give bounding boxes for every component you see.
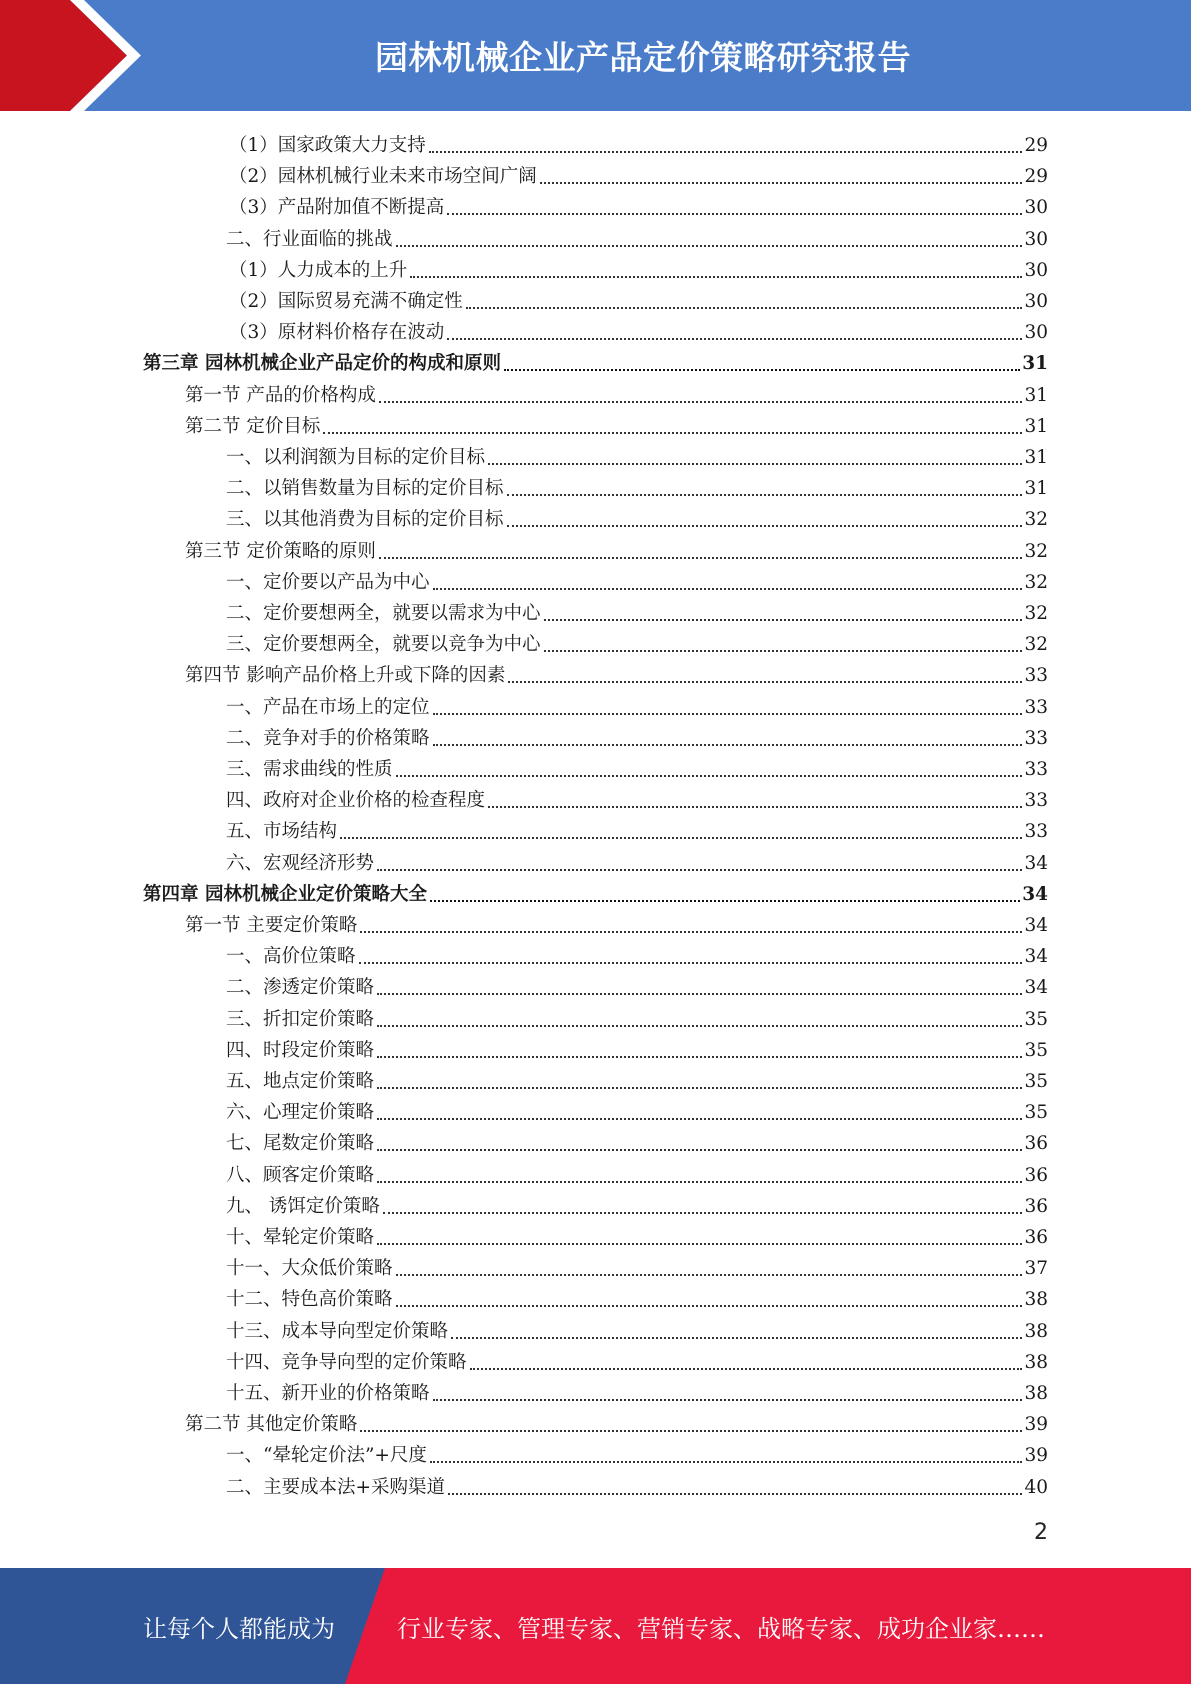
- toc-entry-page: 33: [1024, 665, 1048, 686]
- toc-leader-dots: [360, 1427, 1022, 1432]
- toc-leader-dots: [377, 1178, 1022, 1183]
- toc-entry-page: 36: [1024, 1227, 1048, 1248]
- toc-entry-page: 34: [1022, 884, 1048, 905]
- toc-entry-page: 31: [1024, 478, 1048, 499]
- toc-entry-page: 29: [1024, 166, 1048, 187]
- toc-leader-dots: [377, 1115, 1022, 1120]
- toc-entry-title: 十五、新开业的价格策略: [226, 1383, 430, 1404]
- toc-leader-dots: [377, 990, 1022, 995]
- toc-entry: [226, 720, 1048, 751]
- toc-entry: [226, 782, 1048, 813]
- toc-entry: [226, 1157, 1048, 1188]
- toc-entry-page: 33: [1024, 821, 1048, 842]
- toc-entry-page: 33: [1024, 697, 1048, 718]
- toc-entry: [229, 127, 1048, 158]
- toc-leader-dots: [470, 1365, 1023, 1370]
- toc-entry: [226, 1344, 1048, 1375]
- toc-entry: [226, 221, 1048, 252]
- toc-leader-dots: [448, 1490, 1022, 1495]
- toc-entry: [226, 1469, 1048, 1500]
- toc-entry-title: （3）产品附加值不断提高: [229, 197, 445, 218]
- toc-entry: [185, 533, 1048, 564]
- toc-entry-page: 30: [1024, 322, 1048, 343]
- toc-entry-page: 31: [1024, 385, 1048, 406]
- toc-entry: [226, 564, 1048, 595]
- toc-entry: [226, 1188, 1048, 1219]
- toc-entry-page: 33: [1024, 790, 1048, 811]
- toc-entry-page: 40: [1024, 1477, 1048, 1498]
- toc-leader-dots: [544, 647, 1023, 652]
- toc-entry-page: 38: [1024, 1289, 1048, 1310]
- toc-entry-page: 38: [1024, 1383, 1048, 1404]
- toc-entry-page: 30: [1024, 291, 1048, 312]
- toc-leader-dots: [430, 897, 1020, 902]
- toc-entry-title: 十、晕轮定价策略: [226, 1227, 375, 1248]
- toc-entry-title: 一、以利润额为目标的定价目标: [226, 447, 486, 468]
- toc-leader-dots: [540, 179, 1023, 184]
- toc-leader-dots: [447, 210, 1022, 215]
- toc-entry: [226, 1125, 1048, 1156]
- toc-entry-title: 五、市场结构: [226, 821, 338, 842]
- toc-leader-dots: [410, 273, 1022, 278]
- toc-entry: [226, 1219, 1048, 1250]
- toc-entry-page: 32: [1024, 572, 1048, 593]
- toc-entry-title: 第三章 园林机械企业产品定价的构成和原则: [143, 353, 501, 374]
- toc-leader-dots: [383, 1209, 1023, 1214]
- toc-entry-title: 二、行业面临的挑战: [226, 229, 393, 250]
- toc-entry-page: 36: [1024, 1196, 1048, 1217]
- toc-entry-page: 30: [1024, 197, 1048, 218]
- toc-leader-dots: [508, 678, 1022, 683]
- toc-entry-title: 六、宏观经济形势: [226, 853, 375, 874]
- page-number: 2: [1034, 1520, 1048, 1545]
- toc-entry-page: 37: [1024, 1258, 1048, 1279]
- toc-entry-page: 31: [1024, 416, 1048, 437]
- toc-entry-title: 第二节 其他定价策略: [185, 1414, 358, 1435]
- toc-entry: [185, 657, 1048, 688]
- toc-entry-page: 33: [1024, 728, 1048, 749]
- toc-leader-dots: [396, 1302, 1023, 1307]
- toc-entry-title: （1）人力成本的上升: [229, 260, 408, 281]
- toc-leader-dots: [488, 460, 1022, 465]
- toc-leader-dots: [377, 1022, 1022, 1027]
- toc-entry-title: 第一节 产品的价格构成: [185, 385, 376, 406]
- toc-entry-title: 第二节 定价目标: [185, 416, 321, 437]
- toc-leader-dots: [507, 522, 1023, 527]
- toc-entry: [229, 314, 1048, 345]
- toc-leader-dots: [447, 335, 1022, 340]
- toc-leader-dots: [466, 304, 1023, 309]
- toc-entry-page: 34: [1024, 977, 1048, 998]
- toc-entry: [226, 1032, 1048, 1063]
- toc-entry-page: 36: [1024, 1165, 1048, 1186]
- toc-entry-title: 第四节 影响产品价格上升或下降的因素: [185, 665, 506, 686]
- document-title: 园林机械企业产品定价策略研究报告: [375, 38, 911, 77]
- toc-entry-title: （2）国际贸易充满不确定性: [229, 291, 463, 312]
- toc-leader-dots: [504, 366, 1020, 371]
- toc-entry: [226, 1094, 1048, 1125]
- toc-entry-title: 三、需求曲线的性质: [226, 759, 393, 780]
- toc-entry: [229, 158, 1048, 189]
- toc-entry-page: 39: [1024, 1445, 1048, 1466]
- toc-entry-page: 32: [1024, 509, 1048, 530]
- toc-entry: [226, 689, 1048, 720]
- toc-entry-page: 30: [1024, 229, 1048, 250]
- toc-leader-dots: [433, 741, 1023, 746]
- toc-entry: [226, 1281, 1048, 1312]
- toc-chapter-entry: [143, 876, 1048, 907]
- toc-entry: [185, 377, 1048, 408]
- toc-entry: [226, 439, 1048, 470]
- toc-entry-page: 34: [1024, 853, 1048, 874]
- toc-entry: [226, 595, 1048, 626]
- toc-entry-title: 十二、特色高价策略: [226, 1289, 393, 1310]
- toc-entry-title: 第一节 主要定价策略: [185, 915, 358, 936]
- toc-entry: [226, 501, 1048, 532]
- toc-entry: [226, 1437, 1048, 1468]
- toc-entry-page: 35: [1024, 1102, 1048, 1123]
- toc-entry: [226, 813, 1048, 844]
- toc-entry-title: 第四章 园林机械企业定价策略大全: [143, 884, 427, 905]
- toc-entry-title: 三、以其他消费为目标的定价目标: [226, 509, 504, 530]
- toc-entry-title: 十一、大众低价策略: [226, 1258, 393, 1279]
- toc-entry: [226, 1313, 1048, 1344]
- toc-entry: [226, 845, 1048, 876]
- toc-leader-dots: [360, 928, 1022, 933]
- toc-leader-dots: [451, 1334, 1022, 1339]
- toc-entry: [226, 626, 1048, 657]
- toc-entry-page: 35: [1024, 1040, 1048, 1061]
- toc-entry-title: 五、地点定价策略: [226, 1071, 375, 1092]
- toc-entry-title: （3）原材料价格存在波动: [229, 322, 445, 343]
- footer-roles: 行业专家、管理专家、营销专家、战略专家、成功企业家……: [397, 1614, 1045, 1643]
- toc-entry-title: 二、定价要想两全，就要以需求为中心: [226, 603, 541, 624]
- toc-entry-page: 39: [1024, 1414, 1048, 1435]
- footer-banner: [0, 1568, 1191, 1684]
- toc-leader-dots: [377, 1084, 1022, 1089]
- toc-entry-title: （2）园林机械行业未来市场空间广阔: [229, 166, 537, 187]
- toc-leader-dots: [544, 616, 1023, 621]
- toc-leader-dots: [359, 959, 1023, 964]
- toc-leader-dots: [379, 398, 1023, 403]
- toc-entry: [226, 969, 1048, 1000]
- toc-entry-title: 二、渗透定价策略: [226, 977, 375, 998]
- toc-entry-page: 31: [1024, 447, 1048, 468]
- toc-entry-title: 第三节 定价策略的原则: [185, 541, 376, 562]
- toc-entry: [229, 189, 1048, 220]
- toc-entry-title: 三、定价要想两全，就要以竞争为中心: [226, 634, 541, 655]
- toc-entry: [226, 1375, 1048, 1406]
- toc-entry: [226, 1250, 1048, 1281]
- toc-entry-page: 32: [1024, 541, 1048, 562]
- toc-leader-dots: [429, 148, 1023, 153]
- toc-chapter-entry: [143, 345, 1048, 376]
- toc-leader-dots: [396, 1271, 1023, 1276]
- toc-leader-dots: [430, 1458, 1023, 1463]
- toc-entry: [226, 470, 1048, 501]
- toc-entry-page: 30: [1024, 260, 1048, 281]
- toc-leader-dots: [433, 1396, 1023, 1401]
- toc-entry: [226, 751, 1048, 782]
- toc-leader-dots: [396, 242, 1023, 247]
- toc-entry: [229, 252, 1048, 283]
- toc-entry-title: 十四、竞争导向型的定价策略: [226, 1352, 467, 1373]
- toc-entry-page: 35: [1024, 1071, 1048, 1092]
- toc-entry-title: 二、竞争对手的价格策略: [226, 728, 430, 749]
- toc-entry-page: 34: [1024, 915, 1048, 936]
- toc-entry-title: 八、顾客定价策略: [226, 1165, 375, 1186]
- toc-entry-page: 34: [1024, 946, 1048, 967]
- toc-entry-page: 38: [1024, 1352, 1048, 1373]
- toc-entry: [226, 1001, 1048, 1032]
- toc-leader-dots: [379, 554, 1023, 559]
- toc-entry-title: （1）国家政策大力支持: [229, 135, 426, 156]
- toc-leader-dots: [377, 1146, 1022, 1151]
- toc-leader-dots: [433, 710, 1023, 715]
- toc-leader-dots: [396, 772, 1023, 777]
- toc-leader-dots: [507, 491, 1023, 496]
- toc-entry-title: 二、以销售数量为目标的定价目标: [226, 478, 504, 499]
- toc-entry-title: 九、 诱饵定价策略: [226, 1196, 380, 1217]
- toc-entry-title: 一、产品在市场上的定位: [226, 697, 430, 718]
- toc-leader-dots: [377, 866, 1022, 871]
- toc-entry-page: 35: [1024, 1009, 1048, 1030]
- toc-leader-dots: [340, 834, 1022, 839]
- toc-leader-dots: [377, 1053, 1022, 1058]
- toc-entry-page: 29: [1024, 135, 1048, 156]
- toc-entry: [185, 907, 1048, 938]
- toc-leader-dots: [433, 585, 1023, 590]
- toc-entry-title: 一、“晕轮定价法”+尺度: [226, 1445, 427, 1466]
- toc-entry-page: 36: [1024, 1133, 1048, 1154]
- toc-entry-title: 六、心理定价策略: [226, 1102, 375, 1123]
- toc-entry: [226, 938, 1048, 969]
- toc-entry-title: 三、折扣定价策略: [226, 1009, 375, 1030]
- toc-entry: [229, 283, 1048, 314]
- toc-entry-title: 七、尾数定价策略: [226, 1133, 375, 1154]
- toc-entry-page: 32: [1024, 634, 1048, 655]
- header-banner: [0, 0, 1191, 111]
- toc-entry-title: 四、政府对企业价格的检查程度: [226, 790, 486, 811]
- toc-entry-title: 二、主要成本法+采购渠道: [226, 1477, 446, 1498]
- toc-entry-title: 十三、成本导向型定价策略: [226, 1321, 449, 1342]
- toc-entry: [226, 1063, 1048, 1094]
- toc-entry: [185, 408, 1048, 439]
- toc-leader-dots: [377, 1240, 1022, 1245]
- toc-entry-title: 一、定价要以产品为中心: [226, 572, 430, 593]
- toc-entry-page: 33: [1024, 759, 1048, 780]
- toc-leader-dots: [323, 429, 1022, 434]
- toc-entry-page: 38: [1024, 1321, 1048, 1342]
- footer-slogan: 让每个人都能成为: [143, 1614, 335, 1643]
- toc-entry-page: 32: [1024, 603, 1048, 624]
- toc-leader-dots: [488, 803, 1022, 808]
- toc-entry-title: 四、时段定价策略: [226, 1040, 375, 1061]
- toc-entry-page: 31: [1022, 353, 1048, 374]
- toc-entry-title: 一、高价位策略: [226, 946, 356, 967]
- toc-entry: [185, 1406, 1048, 1437]
